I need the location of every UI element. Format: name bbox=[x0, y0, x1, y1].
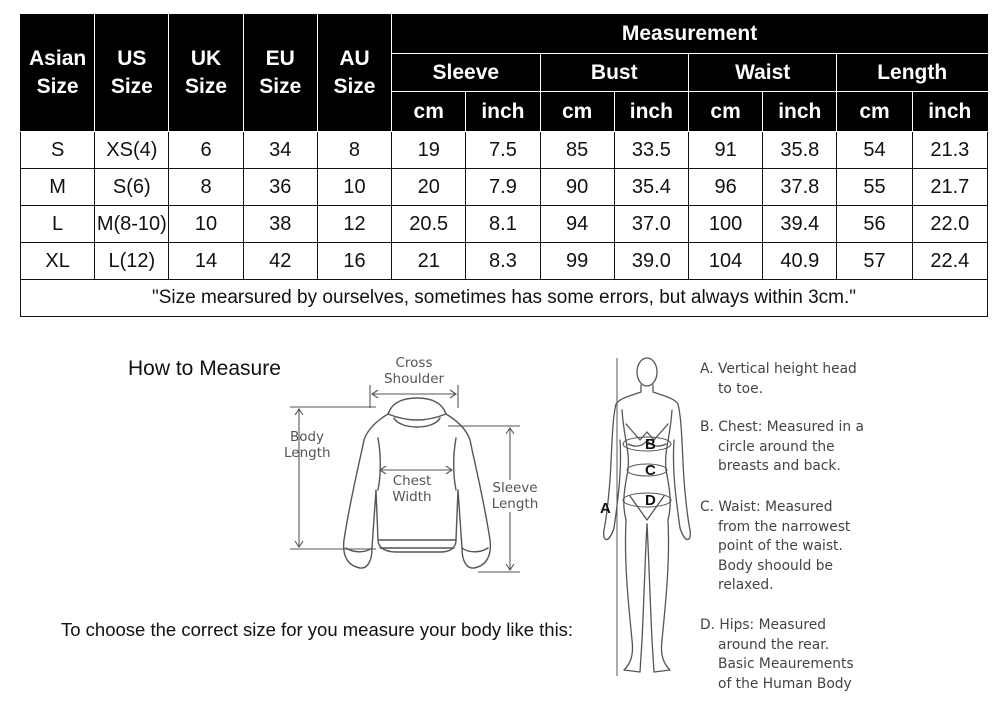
step-d: D. Hips: Measured around the rear. Basic Meaurements of the Human Body bbox=[700, 617, 854, 692]
table-cell: 38 bbox=[243, 206, 317, 243]
table-cell: 55 bbox=[837, 169, 912, 206]
label-cross-shoulder: Cross Shoulder bbox=[383, 355, 445, 387]
table-cell: 100 bbox=[688, 206, 762, 243]
table-cell: XS(4) bbox=[95, 132, 169, 169]
table-cell: 96 bbox=[688, 169, 762, 206]
table-cell: 21.3 bbox=[912, 132, 987, 169]
body-mark-d: D bbox=[645, 492, 656, 509]
table-cell: 56 bbox=[837, 206, 912, 243]
table-cell: 10 bbox=[317, 169, 391, 206]
table-cell: 37.8 bbox=[763, 169, 837, 206]
table-cell: 33.5 bbox=[614, 132, 688, 169]
table-cell: 8.3 bbox=[466, 243, 540, 280]
unit-cell: inch bbox=[466, 92, 540, 132]
unit-cell: inch bbox=[614, 92, 688, 132]
table-cell: 42 bbox=[243, 243, 317, 280]
table-cell: 10 bbox=[169, 206, 243, 243]
size-note: "Size mearsured by ourselves, sometimes has some errors, but always within 3cm." bbox=[21, 280, 988, 317]
header-eu-size: EU Size bbox=[243, 15, 317, 132]
label-chest-width: Chest Width bbox=[386, 473, 438, 505]
header-au-size: AU Size bbox=[317, 15, 391, 132]
table-cell: 37.0 bbox=[614, 206, 688, 243]
table-cell: 39.0 bbox=[614, 243, 688, 280]
header-asian-size: Asian Size bbox=[21, 15, 95, 132]
table-cell: L bbox=[21, 206, 95, 243]
table-cell: L(12) bbox=[95, 243, 169, 280]
header-sleeve: Sleeve bbox=[392, 54, 540, 92]
table-cell: 40.9 bbox=[763, 243, 837, 280]
table-cell: 35.4 bbox=[614, 169, 688, 206]
unit-cell: cm bbox=[688, 92, 762, 132]
header-bust: Bust bbox=[540, 54, 688, 92]
table-cell: 21.7 bbox=[912, 169, 987, 206]
table-cell: 39.4 bbox=[763, 206, 837, 243]
table-cell: XL bbox=[21, 243, 95, 280]
table-cell: 12 bbox=[317, 206, 391, 243]
unit-cell: cm bbox=[540, 92, 614, 132]
header-waist: Waist bbox=[688, 54, 836, 92]
unit-cell: cm bbox=[837, 92, 912, 132]
step-b: B. Chest: Measured in a circle around the breasts and back. bbox=[700, 419, 864, 474]
table-cell: M(8-10) bbox=[95, 206, 169, 243]
table-cell: S(6) bbox=[95, 169, 169, 206]
step-a: A. Vertical height head to toe. bbox=[700, 361, 857, 397]
table-cell: S bbox=[21, 132, 95, 169]
table-cell: 104 bbox=[688, 243, 762, 280]
body-mark-b: B bbox=[645, 436, 656, 453]
table-cell: 21 bbox=[392, 243, 466, 280]
table-cell: 94 bbox=[540, 206, 614, 243]
table-cell: 35.8 bbox=[763, 132, 837, 169]
table-cell: 8.1 bbox=[466, 206, 540, 243]
table-cell: 91 bbox=[688, 132, 762, 169]
table-cell: 8 bbox=[169, 169, 243, 206]
header-uk-size: UK Size bbox=[169, 15, 243, 132]
header-us-size: US Size bbox=[95, 15, 169, 132]
header-measurement: Measurement bbox=[392, 15, 988, 54]
step-c: C. Waist: Measured from the narrowest point of the waist. Body shoould be relaxed. bbox=[700, 499, 851, 593]
table-cell: 8 bbox=[317, 132, 391, 169]
table-cell: 6 bbox=[169, 132, 243, 169]
table-cell: 22.0 bbox=[912, 206, 987, 243]
table-cell: 7.5 bbox=[466, 132, 540, 169]
how-to-measure-title: How to Measure bbox=[128, 357, 281, 380]
table-cell: 19 bbox=[392, 132, 466, 169]
table-cell: 7.9 bbox=[466, 169, 540, 206]
body-mark-c: C bbox=[645, 462, 656, 479]
unit-cell: inch bbox=[912, 92, 987, 132]
unit-cell: cm bbox=[392, 92, 466, 132]
table-cell: 54 bbox=[837, 132, 912, 169]
table-cell: 20 bbox=[392, 169, 466, 206]
table-cell: 85 bbox=[540, 132, 614, 169]
header-length: Length bbox=[837, 54, 988, 92]
label-body-length: Body Length bbox=[284, 429, 331, 461]
table-cell: 36 bbox=[243, 169, 317, 206]
table-cell: 16 bbox=[317, 243, 391, 280]
label-sleeve-length: Sleeve Length bbox=[486, 480, 544, 512]
choose-size-instruction: To choose the correct size for you measure your body like this: bbox=[61, 619, 574, 640]
table-cell: 90 bbox=[540, 169, 614, 206]
table-cell: 34 bbox=[243, 132, 317, 169]
table-cell: 14 bbox=[169, 243, 243, 280]
table-cell: 20.5 bbox=[392, 206, 466, 243]
unit-cell: inch bbox=[763, 92, 837, 132]
table-cell: M bbox=[21, 169, 95, 206]
table-cell: 99 bbox=[540, 243, 614, 280]
table-cell: 22.4 bbox=[912, 243, 987, 280]
table-cell: 57 bbox=[837, 243, 912, 280]
body-mark-a: A bbox=[600, 500, 611, 517]
